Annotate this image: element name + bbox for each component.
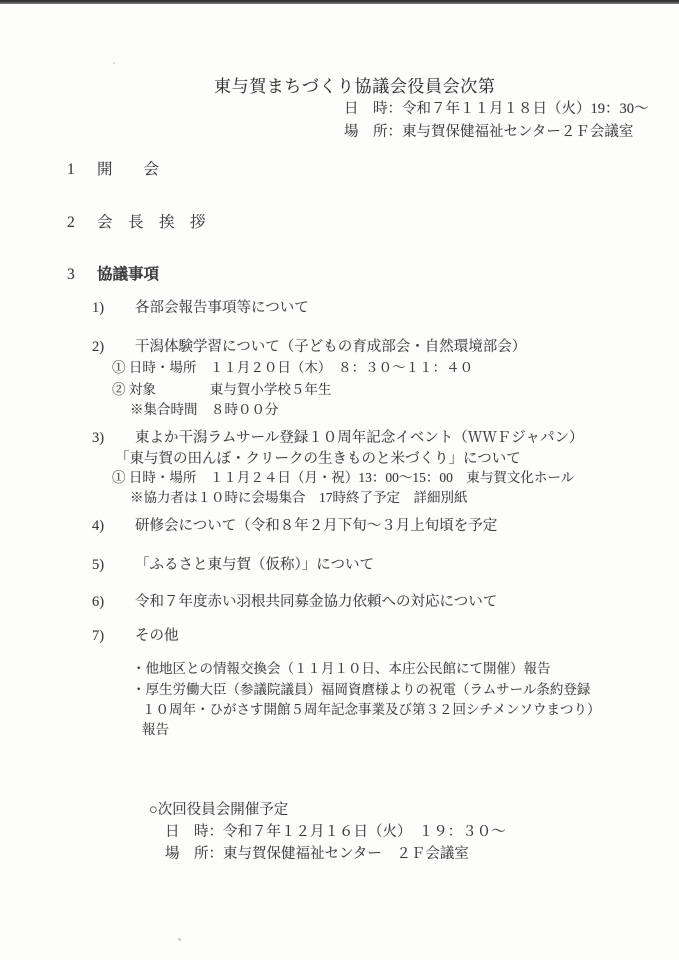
document-title: 東与賀まちづくり協議会役員会次第 — [214, 77, 496, 96]
section-discussion-items — [67, 265, 159, 284]
section-opening — [67, 160, 159, 179]
scan-speck — [178, 938, 181, 941]
agenda-item-7 — [92, 627, 179, 645]
section-number: 1 — [67, 161, 75, 178]
other-bullet-congratulatory-telegram: ・厚生労働大臣（参議院議員）福岡資麿様よりの祝電（ラムサール条約登録 — [132, 682, 591, 697]
agenda-item-number: 7) — [92, 628, 105, 644]
agenda-item-3-note: ※協力者は１０時に会場集合 17時終了予定 詳細別紙 — [130, 490, 468, 505]
other-bullet-telegram-line-3: 報告 — [142, 722, 169, 737]
agenda-item-2-sub-1: ① 日時・場所 １１月２０日（木） ８：３０～１１：４０ — [112, 360, 474, 375]
next-meeting-heading: ○次回役員会開催予定 — [149, 802, 289, 818]
agenda-item-text: 「ふるさと東与賀（仮称）」について — [135, 557, 374, 573]
agenda-item-text: 研修会について（令和８年２月下旬～３月上旬頃を予定 — [135, 518, 498, 534]
agenda-item-number: 4) — [92, 518, 105, 534]
section-number: 2 — [67, 214, 75, 231]
agenda-item-4 — [92, 517, 497, 535]
scan-speck — [113, 62, 115, 64]
agenda-item-text: 干潟体験学習について（子どもの育成部会・自然環境部会） — [135, 339, 527, 355]
agenda-item-3-text-line-2: 「東与賀の田んぼ・クリークの生きものと米づくり」について — [115, 451, 521, 467]
next-meeting-venue: 場 所：東与賀保健福祉センター ２Ｆ会議室 — [165, 846, 469, 862]
agenda-item-text: 令和７年度赤い羽根共同募金協力依頼への対応について — [135, 594, 498, 610]
agenda-item-text: 東よか干潟ラムサール登録１０周年記念イベント（ＷＷＦジャパン） — [135, 430, 584, 446]
agenda-item-6 — [92, 593, 497, 611]
section-label: 会 長 挨 拶 — [97, 214, 206, 231]
scan-top-edge-artifact — [0, 0, 679, 4]
agenda-item-text: その他 — [135, 628, 179, 644]
section-label: 協議事項 — [97, 266, 160, 283]
section-greeting — [67, 213, 206, 232]
agenda-item-number: 5) — [92, 557, 105, 573]
agenda-item-text: 各部会報告事項等について — [135, 300, 309, 316]
agenda-item-number: 3) — [92, 430, 105, 446]
agenda-item-2 — [92, 338, 526, 356]
meeting-venue: 場 所：東与賀保健福祉センター２Ｆ会議室 — [344, 124, 634, 140]
other-bullet-info-exchange: ・他地区との情報交換会（１１月１０日、本庄公民館にて開催）報告 — [132, 661, 551, 676]
agenda-item-3 — [92, 429, 583, 447]
section-label: 開 会 — [97, 161, 160, 178]
agenda-item-5 — [92, 556, 374, 574]
agenda-item-2-note: ※集合時間 ８時００分 — [130, 402, 279, 417]
agenda-item-1 — [92, 299, 309, 317]
agenda-item-number: 1) — [92, 300, 105, 316]
agenda-item-2-sub-2: ② 対象 東与賀小学校５年生 — [112, 382, 332, 397]
meeting-datetime: 日 時：令和７年１１月１８日（火）19：30～ — [344, 101, 649, 117]
agenda-item-3-sub-1: ① 日時・場所 １１月２４日（月・祝）13：00～15：00 東与賀文化ホール — [112, 470, 575, 485]
next-meeting-datetime: 日 時：令和７年１２月１６日（火） １９：３０～ — [165, 824, 506, 840]
section-number: 3 — [67, 266, 75, 283]
agenda-item-number: 2) — [92, 339, 105, 355]
other-bullet-telegram-line-2: １０周年・ひがさす開館５周年記念事業及び第３２回シチメンソウまつり） — [142, 702, 601, 717]
agenda-item-number: 6) — [92, 594, 105, 610]
